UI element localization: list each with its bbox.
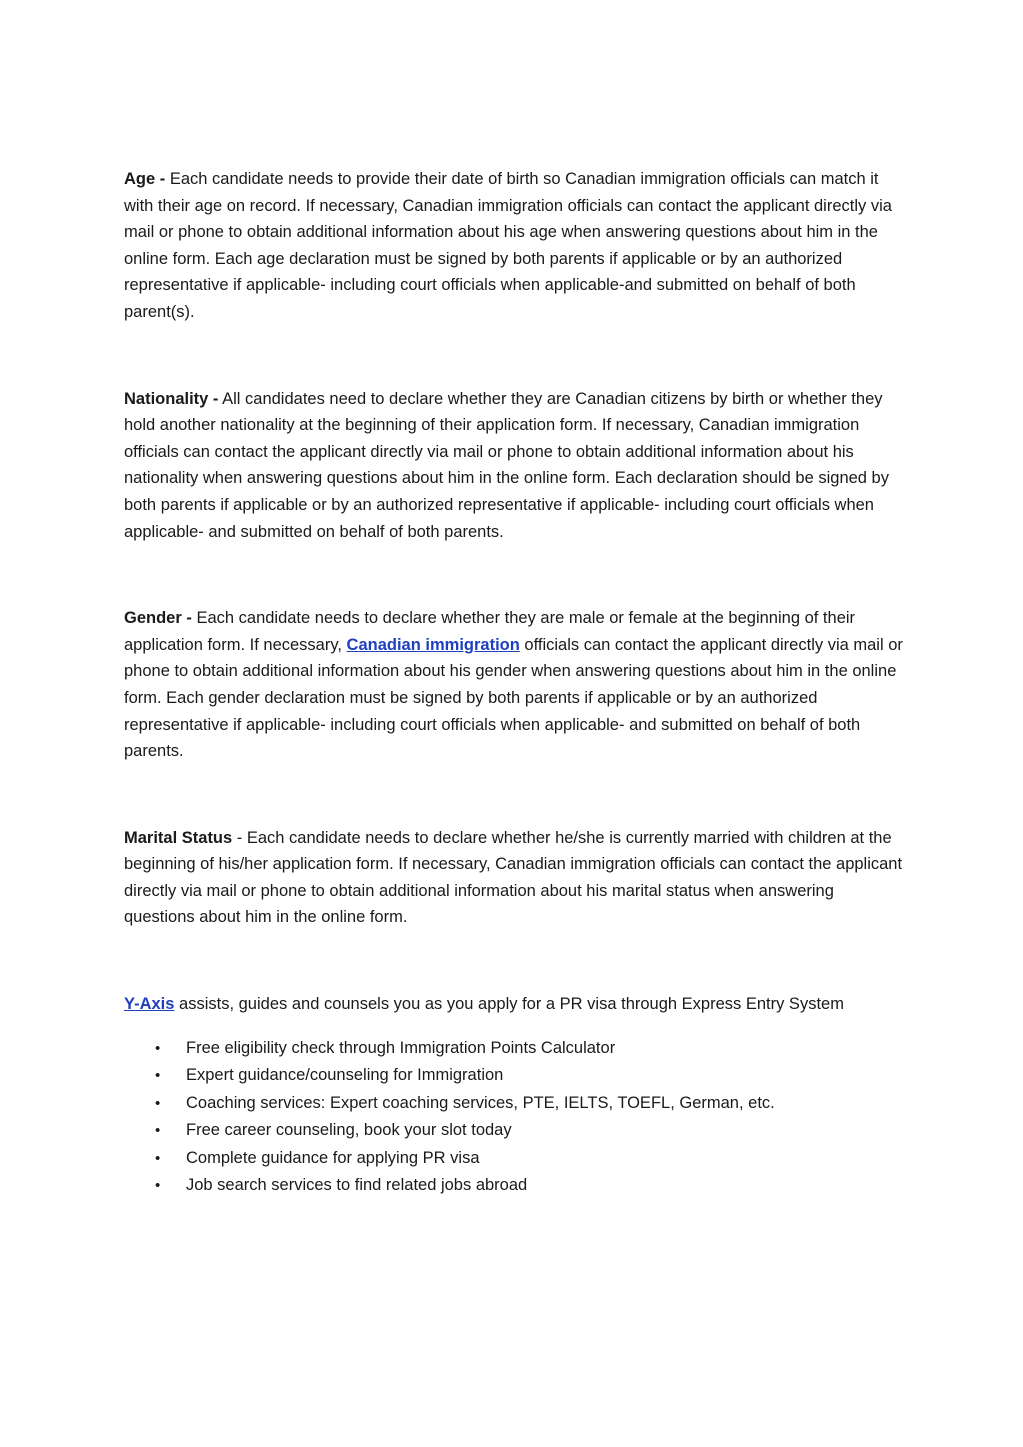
list-item bbox=[124, 1090, 904, 1118]
bullet-icon: • bbox=[155, 1177, 161, 1195]
document-page bbox=[124, 166, 904, 1200]
list-item bbox=[124, 1172, 904, 1200]
bullet-icon: • bbox=[155, 1039, 161, 1057]
y-axis-paragraph bbox=[124, 991, 904, 1018]
list-item-text: Free eligibility check through Immigration Points Calculator bbox=[186, 1038, 616, 1057]
y-axis-link[interactable]: Y-Axis bbox=[124, 995, 175, 1014]
nationality-paragraph bbox=[124, 386, 904, 546]
bullet-icon: • bbox=[155, 1149, 161, 1167]
marital-status-term: Marital Status bbox=[124, 828, 233, 847]
gender-text-before: Each candidate needs to declare whether they are male or female at the beginning of their application form. If necessary, bbox=[124, 609, 856, 654]
marital-status-text: - Each candidate needs to declare whether he/she is currently married with children at the beginning of his/her application form. If necessary, Canadian immigration officials can contact the applicant directly via mail or phone to obtain additional information about his marital status when answering questions about him in the online form. bbox=[124, 828, 903, 927]
bullet-icon: • bbox=[155, 1094, 161, 1112]
gender-paragraph bbox=[124, 605, 904, 765]
list-item bbox=[124, 1062, 904, 1090]
bullet-icon: • bbox=[155, 1067, 161, 1085]
list-item-text: Coaching services: Expert coaching services, PTE, IELTS, TOEFL, German, etc. bbox=[186, 1093, 775, 1112]
list-item bbox=[124, 1145, 904, 1173]
list-item bbox=[124, 1035, 904, 1063]
services-list bbox=[124, 1035, 904, 1200]
marital-status-paragraph bbox=[124, 825, 904, 931]
age-paragraph bbox=[124, 166, 904, 326]
y-axis-text: assists, guides and counsels you as you apply for a PR visa through Express Entry System bbox=[174, 995, 844, 1014]
age-term: Age - bbox=[124, 170, 166, 188]
list-item-text: Expert guidance/counseling for Immigration bbox=[186, 1066, 504, 1085]
nationality-text: All candidates need to declare whether they are Canadian citizens by birth or whether they hold another nationality at the beginning of their application form. If necessary, Canadian immigration officials can contact the applicant directly via mail or phone to obtain additional information about his nationality when answering questions about him in the online form. Each declaration should be signed by both parents if applicable or by an authorized representative if applicable- including court officials when applicable- and submitted on behalf of both parents. bbox=[124, 389, 889, 541]
gender-text-after: officials can contact the applicant directly via mail or phone to obtain additional information about his gender when answering questions about him in the online form. Each gender declaration must be signed by both parents if applicable or by an authorized representative if applicable- including court officials when applicable- and submitted on behalf of both parents. bbox=[124, 635, 903, 761]
list-item-text: Job search services to find related jobs abroad bbox=[186, 1176, 528, 1195]
gender-term: Gender - bbox=[124, 609, 192, 628]
canadian-immigration-link[interactable]: Canadian immigration bbox=[346, 635, 520, 654]
list-item bbox=[124, 1117, 904, 1145]
age-text: Each candidate needs to provide their date of birth so Canadian immigration officials can match it with their age on record. If necessary, Canadian immigration officials can contact the applicant directly via mail or phone to obtain additional information about his age when answering questions about him in the online form. Each age declaration must be signed by both parents if applicable or by an authorized representative if applicable- including court officials when applicable-and submitted on behalf of both parent(s). bbox=[124, 170, 892, 321]
nationality-term: Nationality - bbox=[124, 389, 219, 408]
list-item-text: Free career counseling, book your slot today bbox=[186, 1121, 512, 1140]
bullet-icon: • bbox=[155, 1122, 161, 1140]
list-item-text: Complete guidance for applying PR visa bbox=[186, 1148, 480, 1167]
